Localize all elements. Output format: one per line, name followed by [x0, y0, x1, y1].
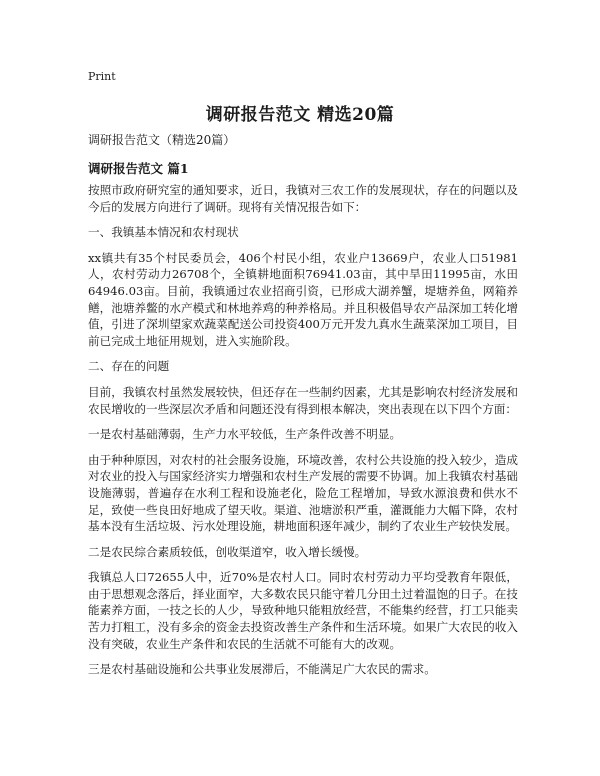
document-subtitle: 调研报告范文（精选20篇）	[88, 133, 236, 147]
basic-situation-paragraph: xx镇共有35个村民委员会，406个村民小组，农业户13669户，农业人口51981人，农村劳动力26708个，全镇耕地面积76941.03亩，其中旱田11995亩，水田64946.03亩。目前，我镇通过农业招商引资，已形成大湖养蟹，堤塘养鱼，网箱养鳝，池塘养鳖的水产模式和林地养鸡的种养格局。并且积极倡导农产品深加工转化增值，引进了深圳望家欢蔬菜配送公司投资400万元开发九真水生蔬菜深加工项目，目前已完成土地征用规划，进入实施阶段。	[88, 250, 518, 348]
heading-problems: 二、存在的问题	[88, 359, 170, 374]
document-body	[88, 182, 518, 687]
intro-paragraph: 按照市政府研究室的通知要求，近日，我镇对三农工作的发展现状，存在的问题以及今后的发展方向进行了调研。现将有关情况报告如下：	[88, 183, 518, 214]
section-heading: 调研报告范文 篇1	[88, 161, 189, 176]
document-title: 调研报告范文 精选20篇	[205, 105, 395, 125]
problem-three-heading: 三是农村基础设施和公共事业发展滞后，不能满足广大农民的需求。	[88, 662, 436, 677]
problem-one-heading: 一是农村基础薄弱，生产力水平较低，生产条件改善不明显。	[88, 427, 402, 442]
problem-two-paragraph: 我镇总人口72655人中，近70%是农村人口。同时农村劳动力平均受教育年限低，由于思想观念落后，择业面窄，大多数农民只能守着几分田土过着温饱的日子。在技能素养方面，一技之长的人少，导致种地只能粗放经营，不能集约经营，打工只能卖苦力打粗工，没有多余的资金去投资改善生产条件和生活环境。如果广大农民的收入没有突破，农业生产条件和农民的生活就不可能有大的改观。	[88, 570, 518, 651]
problem-two-heading: 二是农民综合素质较低，创收渠道窄，收入增长缓慢。	[88, 544, 367, 559]
print-link[interactable]: Print	[88, 70, 116, 83]
problem-one-paragraph: 由于种种原因，对农村的社会服务设施，环境改善，农村公共设施的投入较少，造成对农业的投入与国家经济实力增强和农村生产发展的需要不协调。加上我镇农村基础设施薄弱，普遍存在水利工程和设施老化，险危工程增加，导致水源浪费和供水不足，致使一些良田好地成了望天收。渠道、池塘淤积严重，灌溉能力大幅下降，农村基本没有生活垃圾、污水处理设施，耕地面积逐年减少，制约了农业生产较快发展。	[88, 452, 518, 534]
heading-basic-situation: 一、我镇基本情况和农村现状	[88, 225, 239, 240]
problems-intro-paragraph: 目前，我镇农村虽然发展较快，但还存在一些制约因素，尤其是影响农村经济发展和农民增收的一些深层次矛盾和问题还没有得到根本解决，突出表现在以下四个方面：	[88, 384, 518, 416]
